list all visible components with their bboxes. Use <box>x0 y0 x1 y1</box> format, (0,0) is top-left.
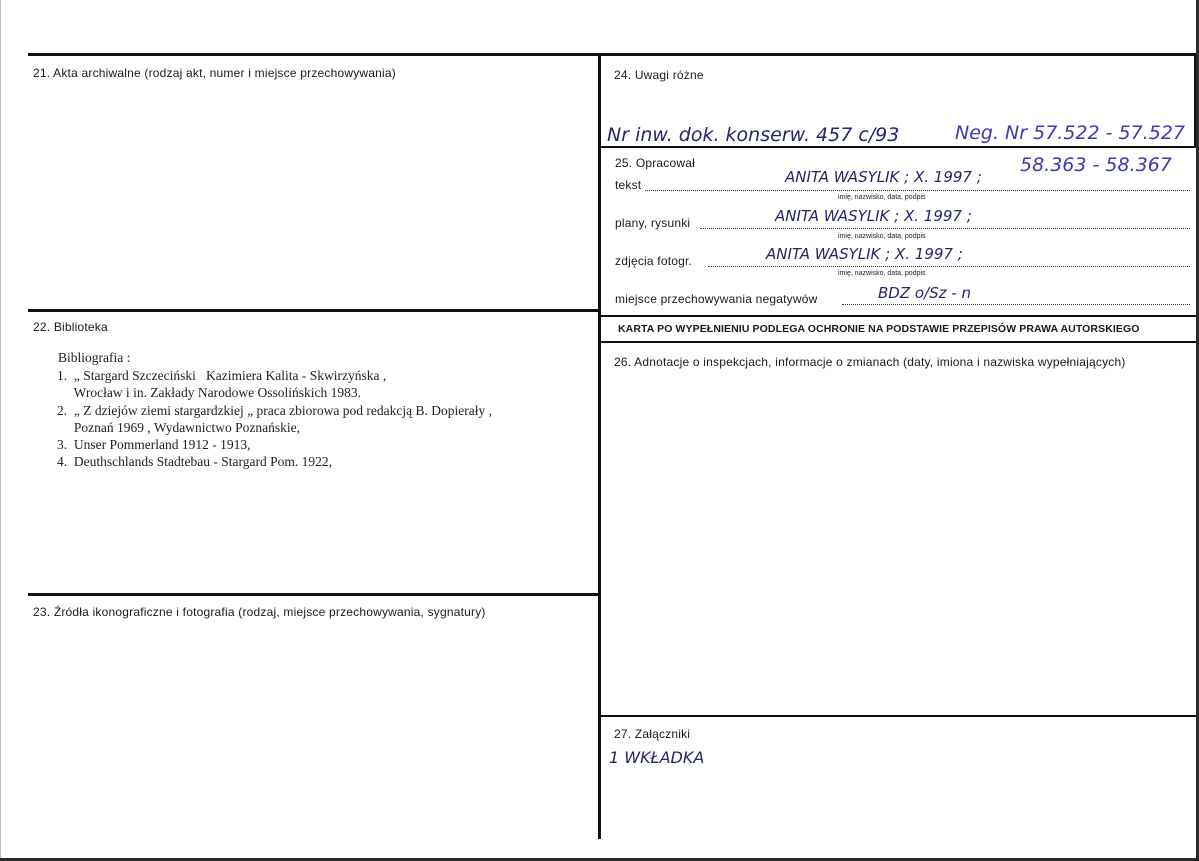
bibliography-line: 2. „ Z dziejów ziemi stargardzkiej „ praca zbiorowa pod redakcją B. Dopierały , <box>57 403 492 418</box>
plany-value: ANITA WASYLIK ; X. 1997 ; <box>775 207 972 225</box>
inventory-number-handwriting: Nr inw. dok. konserw. 457 c/93 <box>607 124 900 146</box>
zdjecia-value: ANITA WASYLIK ; X. 1997 ; <box>766 245 963 263</box>
top-rule <box>28 53 1196 56</box>
zdjecia-label: zdjęcia fotogr. <box>615 254 693 268</box>
copyright-notice: KARTA PO WYPEŁNIENIU PODLEGA OCHRONIE NA PODSTAWIE PRZEPISÓW PRAWA AUTORSKIEGO <box>618 323 1140 335</box>
zdjecia-caption: imię, nazwisko, data, podpis <box>838 270 926 277</box>
section-23-title: 23. Źródła ikonograficzne i fotografia (rodzaj, miejsce przechowywania, sygnatury) <box>33 605 486 619</box>
negatywy-label: miejsce przechowywania negatywów <box>615 292 818 306</box>
rule-25-notice <box>600 315 1196 317</box>
bibliography-line: 4. Deuthschlands Stadtebau - Stargard Pom. 1922, <box>57 454 332 469</box>
tekst-caption: imię, nazwisko, data, podpis <box>838 194 926 201</box>
rule-21-22 <box>28 309 600 312</box>
rule-22-23 <box>28 593 600 596</box>
section-25-title: 25. Opracował <box>615 156 695 170</box>
bibliography-line: Poznań 1969 , Wydawnictwo Poznańskie, <box>57 420 301 435</box>
bibliography-line: Wrocław i in. Zakłady Narodowe Ossolińskich 1983. <box>57 385 362 400</box>
section-22-title: 22. Biblioteka <box>33 320 108 334</box>
negative-number-handwriting-2: 58.363 - 58.367 <box>1020 154 1172 176</box>
plany-dotted-line <box>700 228 1190 229</box>
section-24-title: 24. Uwagi różne <box>614 68 704 82</box>
attachment-handwriting: 1 WKŁADKA <box>609 748 705 767</box>
negatywy-dotted-line <box>842 304 1190 305</box>
zdjecia-dotted-line <box>708 266 1190 267</box>
tekst-label: tekst <box>615 178 642 192</box>
card-edge-left <box>0 0 1 861</box>
bibliography-heading: Bibliografia : <box>58 350 131 365</box>
tekst-value: ANITA WASYLIK ; X. 1997 ; <box>785 168 982 186</box>
rule-notice-26 <box>600 341 1196 343</box>
negative-number-handwriting: Neg. Nr 57.522 - 57.527 <box>955 122 1186 144</box>
right-top-edge <box>1194 53 1196 148</box>
rule-26-27 <box>600 715 1196 717</box>
tekst-dotted-line <box>645 190 1190 191</box>
section-26-title: 26. Adnotacje o inspekcjach, informacje o zmianach (daty, imiona i nazwiska wypełniających) <box>614 355 1126 369</box>
plany-caption: imię, nazwisko, data, podpis <box>838 233 926 240</box>
section-27-title: 27. Załączniki <box>614 727 691 741</box>
rule-24-25 <box>600 146 1196 148</box>
plany-label: plany, rysunki <box>615 216 691 230</box>
bibliography-line: 3. Unser Pommerland 1912 - 1913, <box>57 437 251 452</box>
negatywy-value: BDZ o/Sz - n <box>878 284 971 302</box>
section-21-title: 21. Akta archiwalne (rodzaj akt, numer i miejsce przechowywania) <box>33 66 396 80</box>
bibliography-line: 1. „ Stargard Szczeciński Kazimiera Kalita - Skwirzyńska , <box>57 368 387 383</box>
center-divider <box>598 53 601 839</box>
